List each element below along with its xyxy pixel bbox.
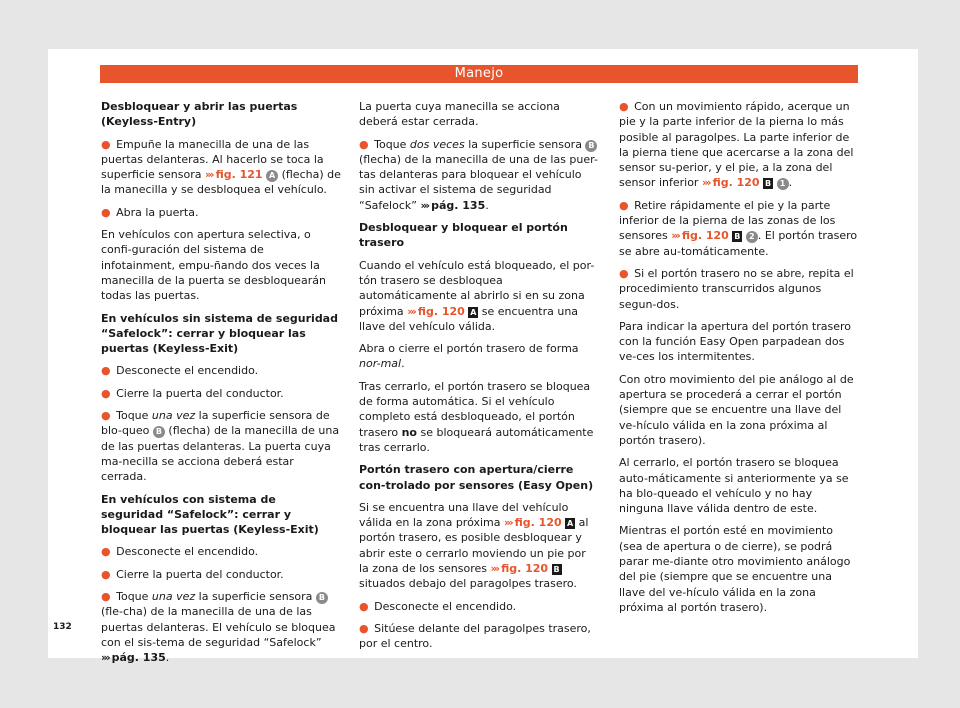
paragraph: En vehículos con apertura selectiva, o confi-guración del sistema de infotainment, empu-ñando dos veces la manecilla de la puerta se desbloquearán todas las puertas.: [101, 228, 326, 303]
heading-keyless-exit-safelock: En vehículos con sistema de seguridad “Safelock”: cerrar y bloquear las puertas (Keyless-Exit): [101, 492, 319, 537]
step-1-icon: 1: [777, 178, 789, 190]
fig-marker-b-icon: B: [553, 565, 560, 575]
page-reference-link[interactable]: ››› pág. 135: [420, 198, 486, 212]
paragraph: Abra o cierre el portón trasero de forma nor-mal.: [359, 342, 579, 371]
bullet-icon: ●: [101, 386, 111, 400]
paragraph: Tras cerrarlo, el portón trasero se bloquea de forma automática. Si el vehículo completo está desbloqueado, el portón trasero no se bloqueará automáticamente tras cerrarlo.: [359, 379, 594, 454]
heading-tailgate-lock: Desbloquear y bloquear el portón trasero: [359, 221, 568, 250]
chevron-reference-icon: ›››: [671, 229, 679, 243]
section-header: Manejo: [100, 65, 858, 83]
bullet-icon: ●: [359, 599, 369, 613]
list-item: ● Desconecte el encendido.: [359, 599, 517, 613]
heading-keyless-entry: Desbloquear y abrir las puertas (Keyless-Entry): [101, 100, 298, 129]
marker-a-icon: A: [266, 170, 278, 182]
chevron-reference-icon: ›››: [490, 562, 499, 576]
list-item: ● Si el portón trasero no se abre, repita el procedimiento transcurridos algunos segun-dos.: [619, 266, 854, 311]
bullet-icon: ●: [101, 545, 111, 559]
bullet-icon: ●: [619, 100, 629, 113]
fig-reference-link[interactable]: ››› fig. 120: [504, 516, 562, 530]
marker-b-icon: B: [585, 140, 597, 152]
list-item: ● Desconecte el encendido.: [101, 364, 259, 378]
marker-b-icon: B: [153, 426, 165, 438]
bullet-icon: ●: [101, 567, 111, 581]
bullet-icon: ●: [101, 590, 111, 604]
list-item: ● Toque dos veces la superficie sensora B (flecha) de la manecilla de una de las puer-tas delanteras para bloquear el vehículo sin activar el sistema de seguridad “Safelock” ››› pág. 135.: [359, 137, 598, 212]
bullet-icon: ●: [359, 621, 369, 635]
column-2: [359, 99, 599, 659]
list-item: ● Toque una vez la superficie sensora de blo-queo B (flecha) de la manecilla de una de las puertas delanteras. La puerta cuya ma-necilla se acciona deberá estar cerrada.: [101, 409, 340, 484]
paragraph: Cuando el vehículo está bloqueado, el por-tón trasero se desbloquea automáticamente al abrirlo si en su zona próxima ››› fig. 120 A se encuentra una llave del vehículo válida.: [359, 258, 595, 333]
paragraph: Para indicar la apertura del portón trasero con la función Easy Open parpadean dos ve-ces los intermitentes.: [619, 319, 851, 364]
heading-keyless-exit-no-safelock: En vehículos sin sistema de seguridad “Safelock”: cerrar y bloquear las puertas (Keyless-Exit): [101, 311, 338, 356]
list-item: ● Sitúese delante del paragolpes trasero, por el centro.: [359, 621, 591, 651]
list-item: ● Abra la puerta.: [101, 205, 199, 219]
list-item: ● Cierre la puerta del conductor.: [101, 567, 284, 581]
fig-reference-link[interactable]: ››› fig. 120: [701, 176, 760, 190]
paragraph: Al cerrarlo, el portón trasero se bloquea auto-máticamente si anteriormente ya se ha blo-queado el vehículo y no hay ninguna llave válida dentro de este.: [619, 456, 849, 516]
bullet-icon: ●: [101, 364, 111, 378]
bullet-icon: ●: [101, 205, 111, 219]
manual-page: [48, 49, 918, 665]
fig-reference-link[interactable]: ››› fig. 120: [407, 304, 465, 318]
chevron-reference-icon: ›››: [420, 198, 429, 212]
list-item: ● Cierre la puerta del conductor.: [101, 386, 284, 400]
bullet-icon: ●: [619, 198, 629, 212]
list-item: ● Con un movimiento rápido, acerque un pie y la parte inferior de la pierna lo más posible al paragolpes. La parte inferior de la pierna tiene que acercarse a la zona del sensor su-perior, y el pie, a la zona del sensor inferior ››› fig. 120 B 1 .: [619, 100, 854, 190]
bullet-icon: ●: [101, 409, 111, 423]
page-reference-link[interactable]: ››› pág. 135: [101, 651, 166, 665]
column-1: [101, 99, 341, 673]
column-3: [619, 99, 859, 622]
chevron-reference-icon: ›››: [407, 304, 415, 318]
list-item: ● Empuñe la manecilla de una de las puertas delanteras. Al hacerlo se toca la superficie sensora ››› fig. 121 A (flecha) de la manecilla y se desbloquea el vehículo.: [101, 137, 341, 197]
marker-b-icon: B: [316, 592, 328, 604]
fig-marker-b-icon: B: [765, 179, 772, 189]
list-item: ● Toque una vez la superficie sensora B (fle-cha) de la manecilla de una de las puertas delanteras. El vehículo se bloquea con el sis-tema de seguridad “Safelock” ››› pág. 135.: [101, 590, 336, 665]
paragraph: La puerta cuya manecilla se acciona deberá estar cerrada.: [359, 100, 560, 129]
fig-marker-a-icon: A: [470, 307, 477, 317]
chevron-reference-icon: ›››: [504, 516, 512, 530]
bullet-icon: ●: [101, 137, 111, 151]
list-item: ● Retire rápidamente el pie y la parte inferior de la pierna de las zonas de los sensores ››› fig. 120 B 2 . El portón trasero se abre au-tomáticamente.: [619, 198, 858, 258]
list-item: ● Desconecte el encendido.: [101, 545, 259, 559]
fig-reference-link[interactable]: ››› fig. 120: [490, 562, 549, 576]
paragraph: Si se encuentra una llave del vehículo válida en la zona próxima ››› fig. 120 A al portón trasero, es posible desbloquear y abrir este o cerrarlo moviendo un pie por la zona de los sensores ››› fig. 120 B situados debajo del paragolpes trasero.: [359, 500, 589, 591]
chevron-reference-icon: ›››: [204, 168, 213, 182]
fig-marker-a-icon: A: [567, 519, 574, 529]
paragraph: Mientras el portón esté en movimiento (sea de apertura o de cierre), se podrá parar me-diante otro movimiento análogo del pie (siempre que se encuentre una llave del ve-hículo válida en la zona próxima al portón trasero).: [619, 524, 851, 614]
paragraph: Con otro movimiento del pie análogo al de apertura se procederá a cerrar el portón (siempre que se encuentre una llave del ve-hículo válida en la zona próxima al portón trasero).: [619, 372, 854, 447]
chevron-reference-icon: ›››: [101, 651, 109, 665]
step-2-icon: 2: [746, 231, 758, 243]
heading-easy-open: Portón trasero con apertura/cierre con-trolado por sensores (Easy Open): [359, 463, 594, 492]
fig-marker-b-icon: B: [734, 232, 741, 242]
chevron-reference-icon: ›››: [701, 176, 710, 190]
fig-reference-link[interactable]: ››› fig. 121: [204, 168, 263, 182]
fig-reference-link[interactable]: ››› fig. 120: [671, 229, 729, 243]
page-number: 132: [53, 622, 72, 632]
bullet-icon: ●: [359, 137, 369, 151]
bullet-icon: ●: [619, 266, 629, 280]
